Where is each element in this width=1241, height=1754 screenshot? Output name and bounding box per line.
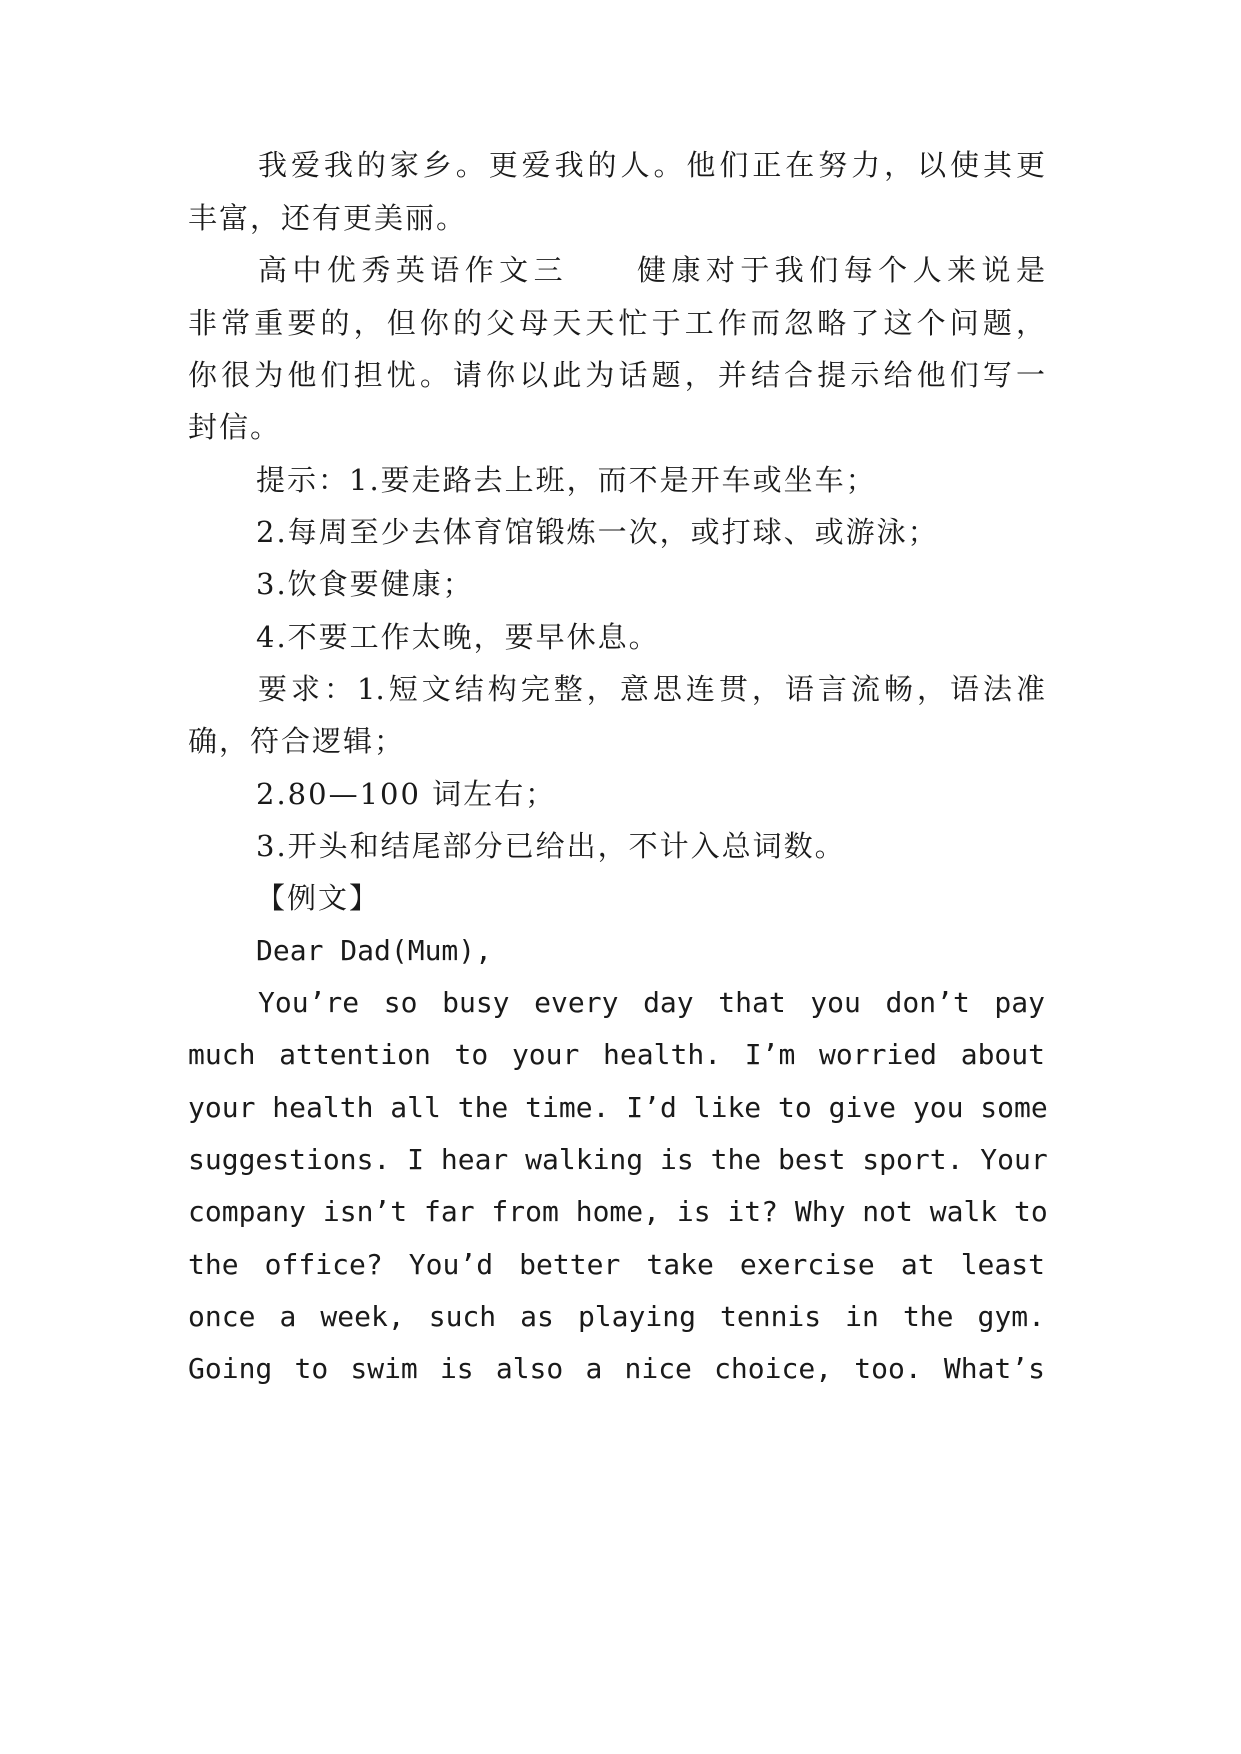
essay-heading-line: 高中优秀英语作文三 健康对于我们每个人来说是 [258,253,1045,287]
requirement-line: 确，符合逻辑； [188,724,406,758]
letter-line: Going to swim is also a nice choice, too. What’s [188,1352,1045,1385]
letter-line: your health all the time. I’d like to give you some [188,1091,1048,1124]
letter-line: the office? You’d better take exercise at least [188,1248,1045,1281]
requirement-line: 2.80—100 词左右； [256,777,557,811]
letter-line: once a week, such as playing tennis in the gym. [188,1300,1045,1333]
letter-line: suggestions. I hear walking is the best sport. Your [188,1143,1048,1176]
hint-line: 3.饮食要健康； [256,567,474,601]
hint-line: 提示：1.要走路去上班，而不是开车或坐车； [256,463,877,497]
requirement-line: 3.开头和结尾部分已给出，不计入总词数。 [256,829,846,863]
paragraph-line: 封信。 [188,410,282,444]
hint-line: 4.不要工作太晚，要早休息。 [256,620,660,654]
letter-line: You’re so busy every day that you don’t pay [258,986,1045,1019]
letter-salutation: Dear Dad(Mum), [256,934,493,967]
letter-line: company isn’t far from home, is it? Why not walk to [188,1195,1048,1228]
paragraph-line: 你很为他们担忧。请你以此为话题，并结合提示给他们写一 [188,358,1045,392]
sample-essay-heading: 【例文】 [256,881,381,915]
hint-line: 2.每周至少去体育馆锻炼一次，或打球、或游泳； [256,515,939,549]
paragraph-line: 非常重要的，但你的父母天天忙于工作而忽略了这个问题， [188,306,1045,340]
paragraph-line: 丰富，还有更美丽。 [188,201,468,235]
requirement-line: 要求：1.短文结构完整，意思连贯，语言流畅，语法准 [258,672,1045,706]
paragraph-line: 我爱我的家乡。更爱我的人。他们正在努力，以使其更 [258,148,1045,182]
letter-line: much attention to your health. I’m worried about [188,1038,1045,1071]
